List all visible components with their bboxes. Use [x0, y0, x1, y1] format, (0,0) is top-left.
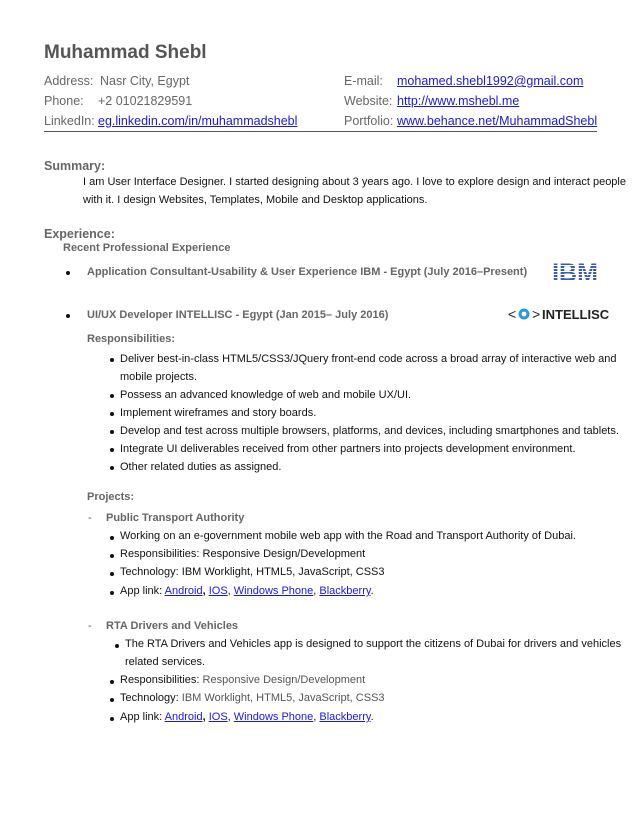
project-rta-resp	[120, 671, 365, 689]
ios-link[interactable]: IOS	[208, 585, 228, 597]
rta-resp-value: Responsive Design/Development	[202, 674, 366, 686]
ios-link[interactable]: IOS	[208, 711, 228, 723]
project-pta-desc: Working on an e-government mobile web app with the Road and Transport Authority of Dubai.	[120, 530, 576, 542]
resp-item: Other related duties as assigned.	[120, 461, 282, 473]
job-ibm-title: Application Consultant-Usability & User Experience IBM - Egypt (July 2016–Present)	[87, 266, 528, 278]
phone-value: +2 01021829591	[98, 94, 193, 108]
project-bullet	[110, 698, 114, 702]
ibm-logo-text: IBM	[552, 259, 598, 287]
project-pta-tech: Technology: IBM Worklight, HTML5, JavaScript, CSS3	[120, 566, 385, 578]
summary-heading: Summary:	[44, 159, 106, 173]
blackberry-link[interactable]: Blackberry	[319, 585, 371, 597]
project-dash: -	[88, 512, 92, 524]
windows-phone-link[interactable]: Windows Phone	[233, 711, 314, 723]
project-bullet	[110, 536, 114, 540]
project-pta-resp: Responsibilities: Responsive Design/Development	[120, 548, 366, 560]
applink-label: App link:	[120, 711, 163, 723]
svg-text:>: >	[532, 306, 541, 322]
project-bullet	[110, 717, 114, 721]
project-bullet	[115, 644, 119, 648]
android-link[interactable]: Android	[164, 585, 203, 597]
blackberry-link[interactable]: Blackberry	[319, 711, 371, 723]
project-bullet	[110, 680, 114, 684]
project-bullet	[110, 554, 114, 558]
resp-bullet	[110, 394, 114, 398]
linkedin-label: LinkedIn:	[44, 114, 95, 128]
summary-line-2: with it. I design Websites, Templates, Mobile and Desktop applications.	[83, 194, 428, 206]
project-bullet	[110, 572, 114, 576]
job-bullet	[66, 271, 70, 275]
portfolio-label: Portfolio:	[344, 114, 394, 128]
rta-tech-label: Technology:	[120, 692, 179, 704]
email-label: E-mail:	[344, 74, 383, 88]
rta-tech-value: IBM Worklight, HTML5, JavaScript, CSS3	[181, 692, 385, 704]
ibm-logo	[550, 259, 600, 287]
android-link[interactable]: Android	[164, 711, 203, 723]
address-label: Address:	[44, 74, 94, 88]
project-dash: -	[88, 620, 92, 632]
summary-line-1: I am User Interface Designer. I started designing about 3 years ago. I love to explore design and interact people	[83, 176, 626, 188]
resp-item-continued: mobile projects.	[120, 371, 198, 383]
applink-label: App link:	[120, 585, 163, 597]
intellisc-logo	[508, 305, 610, 323]
resp-bullet	[110, 448, 114, 452]
project-bullet	[110, 591, 114, 595]
phone-label: Phone:	[44, 94, 84, 108]
website-link[interactable]: http://www.mshebl.me	[397, 94, 520, 108]
resp-item: Integrate UI deliverables received from other partners into projects development environment.	[120, 443, 576, 455]
resp-item: Possess an advanced knowledge of web and mobile UX/UI.	[120, 389, 412, 401]
project-rta-applinks: App link: Android, IOS, Windows Phone, Blackberry.	[120, 711, 374, 723]
email-link[interactable]: mohamed.shebl1992@gmail.com	[397, 74, 584, 88]
resp-item: Deliver best-in-class HTML5/CSS3/JQuery front-end code across a broad array of interactive web and	[120, 353, 617, 365]
intellisc-logo-text: INTELLISC	[542, 307, 610, 322]
portfolio-link[interactable]: www.behance.net/MuhammadShebl	[397, 114, 598, 128]
rta-resp-label: Responsibilities:	[120, 674, 200, 686]
project-pta-applinks: App link: Android, IOS, Windows Phone, Blackberry.	[120, 585, 374, 597]
job-bullet	[66, 314, 70, 318]
project-rta-desc: The RTA Drivers and Vehicles app is designed to support the citizens of Dubai for drivers and vehicles	[125, 638, 622, 650]
project-title-rta: RTA Drivers and Vehicles	[106, 620, 239, 632]
linkedin-link[interactable]: eg.linkedin.com/in/muhammadshebl	[98, 114, 298, 128]
responsibilities-heading: Responsibilities:	[87, 333, 176, 345]
website-label: Website:	[344, 94, 393, 108]
projects-heading: Projects:	[87, 491, 135, 503]
project-rta-tech	[120, 689, 385, 707]
resp-bullet	[110, 466, 114, 470]
windows-phone-link[interactable]: Windows Phone	[233, 585, 314, 597]
svg-text:<: <	[508, 306, 517, 322]
address-value: Nasr City, Egypt	[100, 74, 190, 88]
resp-bullet	[110, 412, 114, 416]
recent-experience-subheading: Recent Professional Experience	[63, 242, 231, 254]
resp-item: Implement wireframes and story boards.	[120, 407, 317, 419]
project-rta-desc-continued: related services.	[125, 656, 206, 668]
project-title-pta: Public Transport Authority	[106, 512, 245, 524]
job-intellisc-title: UI/UX Developer INTELLISC - Egypt (Jan 2015– July 2016)	[87, 309, 389, 321]
resp-bullet	[110, 430, 114, 434]
resp-item: Develop and test across multiple browsers, platforms, and devices, including smartphones and tablets.	[120, 425, 619, 437]
resp-bullet	[110, 358, 114, 362]
header-divider	[44, 131, 597, 132]
experience-heading: Experience:	[44, 227, 115, 241]
resume-name: Muhammad Shebl	[44, 42, 207, 63]
